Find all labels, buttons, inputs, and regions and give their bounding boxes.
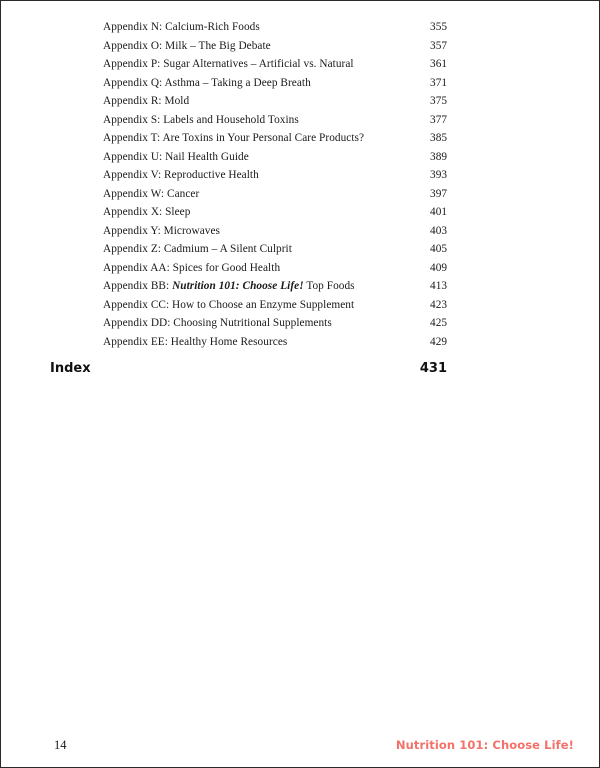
toc-entry-page: 355 xyxy=(430,21,447,33)
toc-entry xyxy=(103,55,447,74)
toc-entry xyxy=(103,129,447,148)
toc-entry-page: 429 xyxy=(430,335,447,348)
toc-entry xyxy=(103,314,447,333)
toc-entry-page: 357 xyxy=(430,39,447,52)
toc-entry-title: Appendix AA: Spices for Good Health xyxy=(103,261,281,274)
toc-entry xyxy=(103,259,447,278)
table-of-contents xyxy=(103,18,447,351)
toc-entry xyxy=(103,222,447,241)
toc-entry xyxy=(103,111,447,130)
toc-entry-title: Appendix V: Reproductive Health xyxy=(103,169,259,181)
toc-entry-title: Appendix EE: Healthy Home Resources xyxy=(103,335,288,348)
toc-entry-page: 409 xyxy=(430,261,447,274)
toc-entry-title: Appendix N: Calcium-Rich Foods xyxy=(103,21,260,33)
toc-entry xyxy=(103,185,447,204)
toc-entry xyxy=(103,333,447,352)
toc-entry-page: 361 xyxy=(430,58,447,70)
toc-entry xyxy=(103,148,447,167)
toc-entry xyxy=(103,166,447,185)
toc-entry xyxy=(103,37,447,56)
toc-entry-title: Appendix S: Labels and Household Toxins xyxy=(103,113,299,126)
toc-entry xyxy=(103,92,447,111)
toc-entry xyxy=(103,240,447,259)
toc-entry xyxy=(103,74,447,93)
toc-entry xyxy=(103,296,447,315)
toc-entry-page: 403 xyxy=(430,224,447,237)
toc-entry-title-prefix: Appendix BB: xyxy=(103,280,173,292)
toc-entry-page: 389 xyxy=(430,150,447,163)
toc-entry-title: Appendix Y: Microwaves xyxy=(103,224,220,237)
toc-entry-title: Appendix CC: How to Choose an Enzyme Supplement xyxy=(103,298,355,311)
toc-entry-page: 385 xyxy=(430,132,447,144)
toc-entry-page: 377 xyxy=(430,113,447,126)
toc-entry-title: Appendix P: Sugar Alternatives – Artificial vs. Natural xyxy=(103,58,354,70)
toc-entry-page: 425 xyxy=(430,317,447,329)
toc-entry-title: Appendix U: Nail Health Guide xyxy=(103,150,249,163)
toc-entry-title: Appendix R: Mold xyxy=(103,95,190,107)
toc-entry-title: Appendix W: Cancer xyxy=(103,187,200,200)
toc-entry-title-book: Nutrition 101: Choose Life! xyxy=(172,280,304,292)
toc-entry-page: 405 xyxy=(430,243,447,255)
toc-entry-title: Appendix O: Milk – The Big Debate xyxy=(103,39,271,52)
toc-entry-title-suffix: Top Foods xyxy=(303,280,355,292)
toc-entry-title: Appendix DD: Choosing Nutritional Supplements xyxy=(103,317,332,329)
toc-entry xyxy=(103,203,447,222)
running-footer-book-title: Nutrition 101: Choose Life! xyxy=(395,738,574,752)
toc-entry xyxy=(103,18,447,37)
toc-entry xyxy=(103,277,447,296)
toc-entry-title: Appendix X: Sleep xyxy=(103,206,191,218)
toc-entry-title: Appendix T: Are Toxins in Your Personal Care Products? xyxy=(103,132,365,144)
toc-index-entry xyxy=(50,361,447,376)
toc-entry-page: 397 xyxy=(430,187,447,200)
toc-entry-title: Appendix Z: Cadmium – A Silent Culprit xyxy=(103,243,292,255)
toc-entry-page: 413 xyxy=(430,280,447,292)
toc-entry-title: Appendix Q: Asthma – Taking a Deep Breath xyxy=(103,76,311,89)
toc-entry-page: 371 xyxy=(430,76,447,89)
toc-entry-page: 423 xyxy=(430,298,447,311)
toc-entry-title xyxy=(103,277,355,296)
toc-entry-page: 393 xyxy=(430,169,447,181)
toc-entry-page: 375 xyxy=(430,95,447,107)
toc-entry-page: 401 xyxy=(430,206,447,218)
index-label: Index xyxy=(50,361,91,376)
index-page: 431 xyxy=(419,361,447,376)
page-number: 14 xyxy=(54,738,67,752)
